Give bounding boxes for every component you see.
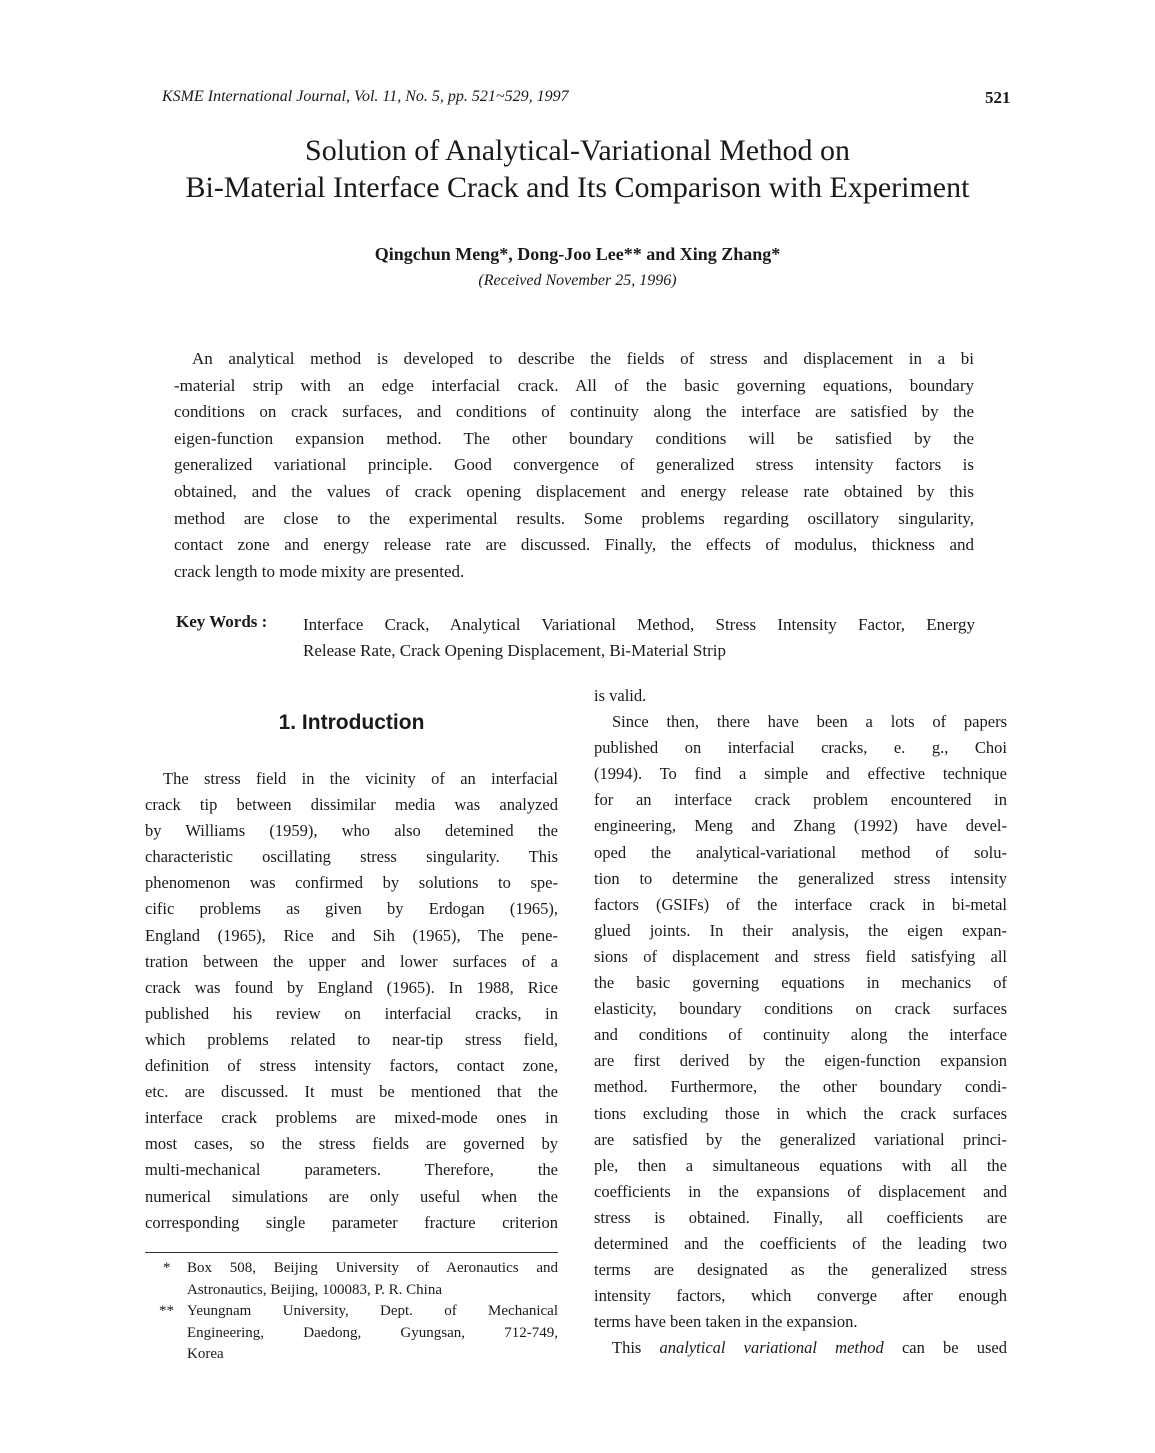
footnote-line: Engineering, Daedong, Gyungsan, 712-749,	[187, 1324, 558, 1341]
text-line: multi-mechanical parameters. Therefore, the	[145, 1160, 558, 1180]
title-line-1: Solution of Analytical-Variational Method on	[305, 134, 850, 167]
text-line: method. Furthermore, the other boundary condi-	[594, 1077, 1007, 1097]
abstract-line: conditions on crack surfaces, and conditions of continuity along the interface are satisfied by the	[174, 402, 974, 422]
text-line	[594, 1335, 1007, 1361]
footnote-line: Astronautics, Beijing, 100083, P. R. China	[187, 1281, 442, 1298]
abstract-line: method are close to the experimental results. Some problems regarding oscillatory singularity,	[174, 508, 974, 528]
title-line-2: Bi-Material Interface Crack and Its Comparison with Experiment	[185, 171, 970, 204]
journal-citation: KSME International Journal, Vol. 11, No. 5, pp. 521~529, 1997	[162, 88, 569, 105]
abstract-line: contact zone and energy release rate are discussed. Finally, the effects of modulus, thickness and	[174, 535, 974, 555]
text-line: tion to determine the generalized stress intensity	[594, 868, 1007, 888]
footnote-line: Korea	[187, 1346, 224, 1362]
paper-title	[100, 132, 1055, 206]
text-line: cific problems as given by Erdogan (1965),	[145, 899, 558, 919]
abstract-line: obtained, and the values of crack opening displacement and energy release rate obtained by this	[174, 481, 974, 501]
right-column-text	[594, 683, 1007, 1361]
text-line: are satisfied by the generalized variational princi-	[594, 1129, 1007, 1149]
text-line: characteristic oscillating stress singularity. This	[145, 847, 558, 867]
text-line: intensity factors, which converge after enough	[594, 1286, 1007, 1306]
text-line: published on interfacial cracks, e. g., Choi	[594, 738, 1007, 758]
text-line: crack tip between dissimilar media was analyzed	[145, 795, 558, 815]
text-line: factors (GSIFs) of the interface crack in bi-metal	[594, 894, 1007, 914]
text-line: corresponding single parameter fracture criterion	[145, 1212, 558, 1232]
text-line: published his review on interfacial cracks, in	[145, 1003, 558, 1023]
keywords-line: Interface Crack, Analytical Variational Method, Stress Intensity Factor, Energy	[303, 615, 975, 634]
text-line: the basic governing equations in mechanics of	[594, 973, 1007, 993]
text-line: oped the analytical-variational method of solu-	[594, 842, 1007, 862]
text-line: by Williams (1959), who also detemined the	[145, 821, 558, 841]
text-line: crack was found by England (1965). In 1988, Rice	[145, 977, 558, 997]
page-number: 521	[985, 88, 1011, 107]
abstract-line: eigen-function expansion method. The other boundary conditions will be satisfied by the	[174, 428, 974, 448]
text-line: The stress field in the vicinity of an interfacial	[163, 769, 558, 788]
text-line: for an interface crack problem encountered in	[594, 790, 1007, 810]
footnote-line: Yeungnam University, Dept. of Mechanical	[187, 1303, 558, 1319]
footnote-divider	[145, 1252, 558, 1253]
text-line: definition of stress intensity factors, contact zone,	[145, 1056, 558, 1076]
emphasis-text: analytical variational method	[659, 1338, 884, 1358]
text-line: determined and the coefficients of the leading two	[594, 1233, 1007, 1253]
keywords-label: Key Words :	[176, 612, 268, 631]
text-line: Since then, there have been a lots of papers	[612, 712, 1007, 732]
abstract	[174, 346, 974, 585]
text-line: etc. are discussed. It must be mentioned that the	[145, 1082, 558, 1102]
text-line: tions excluding those in which the crack surfaces	[594, 1103, 1007, 1123]
text-line: terms have been taken in the expansion.	[594, 1312, 858, 1332]
text-line: coefficients in the expansions of displacement and	[594, 1181, 1007, 1201]
footnote-line: Box 508, Beijing University of Aeronautics and	[187, 1260, 558, 1276]
abstract-line: An analytical method is developed to describe the fields of stress and displacement in a bi	[192, 349, 974, 368]
footnote-mark: *	[163, 1260, 171, 1276]
text-line: and conditions of continuity along the interface	[594, 1025, 1007, 1045]
text-line: is valid.	[594, 686, 647, 705]
text-line: stress is obtained. Finally, all coefficients are	[594, 1207, 1007, 1227]
text-span: can be used	[883, 1338, 1008, 1358]
footnote-affiliation-1	[145, 1258, 558, 1301]
footnote-affiliation-2	[145, 1301, 558, 1366]
section-heading: 1. Introduction	[278, 711, 425, 734]
text-line: tration between the upper and lower surfaces of a	[145, 951, 558, 971]
text-line: engineering, Meng and Zhang (1992) have devel-	[594, 816, 1007, 836]
text-line: are first derived by the eigen-function expansion	[594, 1051, 1007, 1071]
footnote-mark: **	[159, 1303, 174, 1319]
text-line: most cases, so the stress fields are governed by	[145, 1134, 558, 1154]
text-line: terms are designated as the generalized stress	[594, 1260, 1007, 1280]
text-line: elasticity, boundary conditions on crack surfaces	[594, 999, 1007, 1019]
text-span: This	[612, 1338, 660, 1358]
text-line: interface crack problems are mixed-mode ones in	[145, 1108, 558, 1128]
abstract-line: generalized variational principle. Good convergence of generalized stress intensity factors is	[174, 455, 974, 475]
keywords-line: Release Rate, Crack Opening Displacement, Bi-Material Strip	[303, 641, 726, 660]
text-line: numerical simulations are only useful when the	[145, 1186, 558, 1206]
text-line: ple, then a simultaneous equations with all the	[594, 1155, 1007, 1175]
text-line: phenomenon was confirmed by solutions to spe-	[145, 873, 558, 893]
abstract-line: -material strip with an edge interfacial crack. All of the basic governing equations, boundary	[174, 375, 974, 395]
keywords-text	[303, 612, 975, 664]
received-date: (Received November 25, 1996)	[478, 272, 677, 289]
author-list: Qingchun Meng*, Dong-Joo Lee** and Xing Zhang*	[374, 244, 781, 264]
left-column-text	[145, 766, 558, 1236]
text-line: (1994). To find a simple and effective technique	[594, 764, 1007, 784]
text-line: glued joints. In their analysis, the eigen expan-	[594, 920, 1007, 940]
text-line: England (1965), Rice and Sih (1965), The pene-	[145, 925, 558, 945]
abstract-line: crack length to mode mixity are presented.	[174, 561, 465, 581]
text-line: which problems related to near-tip stress field,	[145, 1029, 558, 1049]
text-line: sions of displacement and stress field satisfying all	[594, 946, 1007, 966]
